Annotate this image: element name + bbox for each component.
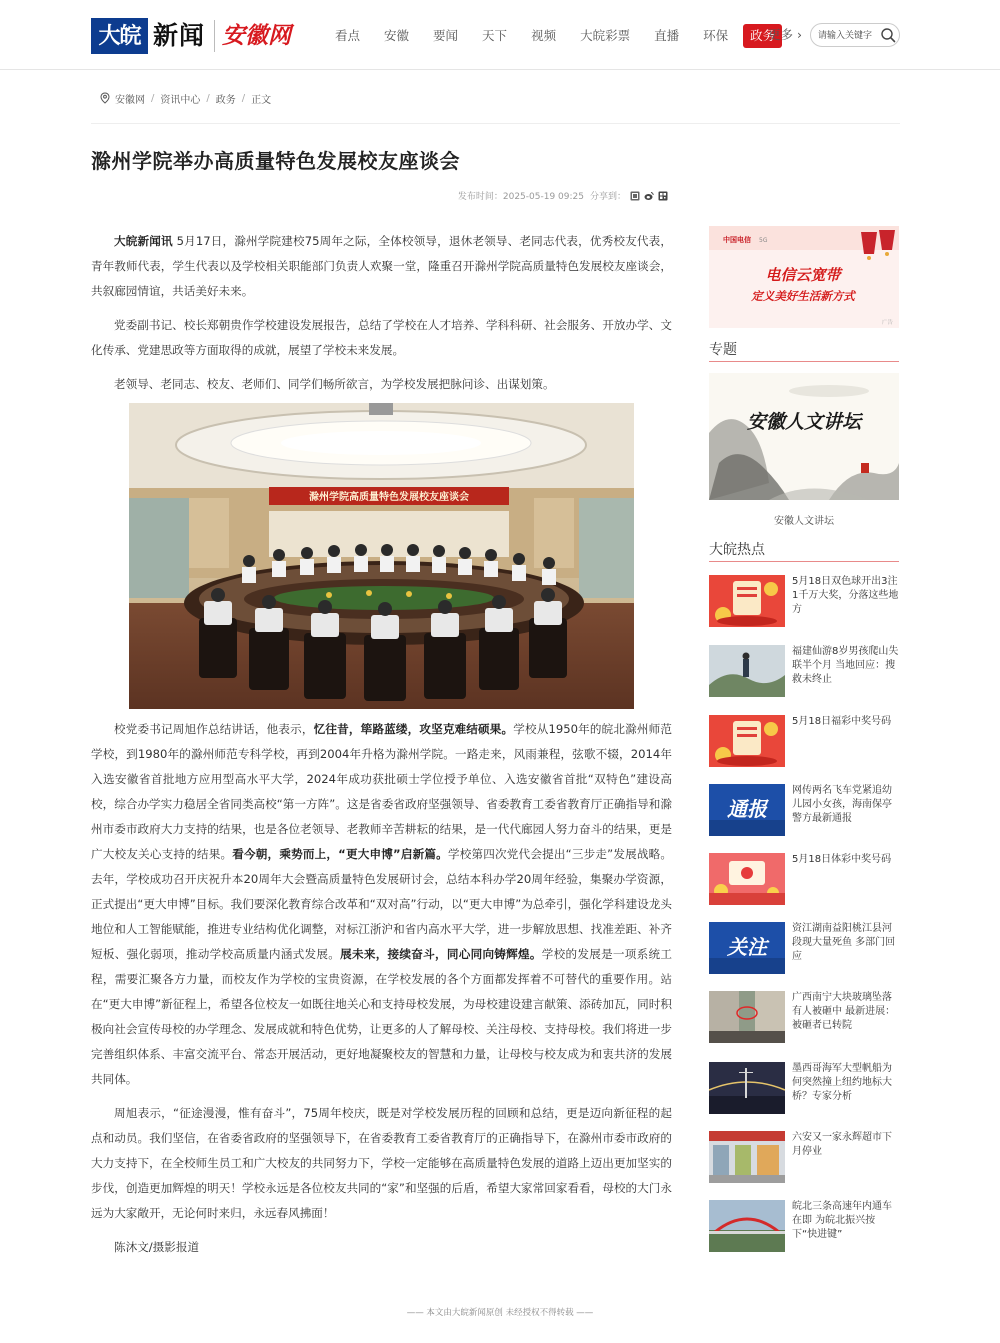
hot-list-item[interactable] [709, 715, 899, 767]
search-box[interactable] [810, 23, 900, 47]
hot-list-item[interactable] [709, 1062, 899, 1114]
article-lead: 大皖新闻讯 [114, 234, 173, 248]
hot-item-title[interactable]: 资江湖南益阳桃江县河段现大量死鱼 多部门回应 [792, 923, 896, 962]
topic-section-title: 专题 [709, 342, 737, 358]
breadcrumb-news-center[interactable]: 资讯中心 [160, 94, 201, 106]
sidebar-ad-banner[interactable] [709, 226, 899, 328]
photo-banner-text: 滁州学院高质量特色发展校友座谈会 [309, 492, 469, 503]
hot-item-title[interactable]: 广西南宁大块玻璃坠落有人被砸中 最新进展：被砸者已转院 [792, 992, 896, 1031]
nav-item[interactable]: 天下 [482, 28, 508, 43]
logo-news[interactable]: 新闻 [153, 21, 206, 50]
hot-item-thumbnail[interactable] [709, 715, 785, 767]
hot-item-thumbnail[interactable] [709, 1200, 785, 1252]
nav-item[interactable]: 要闻 [433, 28, 459, 43]
hot-item-title[interactable]: 墨西哥海军大型帆船为何突然撞上纽约地标大桥？专家分析 [792, 1063, 892, 1102]
hot-item-title[interactable]: 5月18日双色球开出3注1千万大奖，分落这些地方 [792, 576, 899, 615]
hot-list-item[interactable] [709, 922, 899, 974]
article-body [91, 229, 672, 406]
nav-item[interactable]: 大皖彩票 [580, 28, 631, 43]
site-header [0, 0, 1000, 70]
topic-caption[interactable]: 安徽人文讲坛 [774, 516, 834, 527]
nav-item[interactable]: 安徽 [384, 28, 410, 43]
hot-list-item[interactable] [709, 991, 899, 1043]
hot-list-item[interactable] [709, 853, 899, 905]
hot-item-thumbnail[interactable] [709, 645, 785, 697]
share-label: 分享到： [589, 192, 626, 202]
hot-item-thumbnail[interactable] [709, 853, 785, 905]
logo-dawan[interactable]: 大皖 [91, 18, 148, 54]
hot-item-thumbnail[interactable] [709, 991, 785, 1043]
search-input[interactable] [818, 28, 882, 43]
breadcrumb-home[interactable]: 安徽网 [115, 94, 145, 106]
article-body-continued [91, 717, 672, 1269]
article-paragraph: 党委副书记、校长郑朝贵作学校建设发展报告，总结了学校在人才培养、学科科研、社会服务、开放办学、文化传承、党建思政等方面取得的成就，展望了学校未来发展。 [91, 318, 672, 357]
ad-5g-text: 5G [759, 237, 768, 244]
ad-line1: 电信云宽带 [765, 266, 841, 284]
breadcrumb-separator: / [206, 92, 210, 104]
breadcrumb-government[interactable]: 政务 [215, 94, 236, 106]
topic-section-rule [709, 361, 899, 362]
hot-item-title[interactable]: 福建仙游8岁男孩爬山失联半个月 当地回应：搜救未终止 [792, 646, 899, 685]
hot-item-title[interactable]: 皖北三条高速年内通车在即 为皖北振兴按下“快进键” [792, 1201, 892, 1240]
breadcrumb-separator: / [241, 92, 246, 104]
logo-divider [214, 20, 215, 52]
article-title: 滁州学院举办高质量特色发展校友座谈会 [91, 149, 460, 173]
hot-list-item[interactable] [709, 575, 899, 627]
hot-section-rule [709, 561, 899, 562]
breadcrumb-separator: / [151, 92, 155, 104]
publish-time: 发布时间：2025-05-19 09:25 [457, 192, 584, 202]
ad-line2: 定义美好生活新方式 [751, 289, 855, 303]
hot-list-item[interactable] [709, 1131, 899, 1183]
location-pin-icon [100, 92, 110, 104]
breadcrumb-divider [91, 123, 900, 124]
nav-item[interactable]: 直播 [654, 28, 680, 43]
hot-item-thumb-label: 通报 [727, 797, 767, 821]
ad-brand-text: 中国电信 [723, 236, 751, 244]
nav-item[interactable]: 看点 [335, 28, 361, 43]
ink-landscape-image [709, 373, 899, 500]
hot-item-thumbnail[interactable] [709, 1062, 785, 1114]
nav-item[interactable]: 环保 [703, 28, 729, 43]
nav-item[interactable]: 政务 [743, 24, 782, 48]
hot-item-thumbnail[interactable] [709, 1131, 785, 1183]
article-meta [458, 189, 668, 202]
telecom-ad-image [709, 226, 899, 328]
article-byline: 陈沐文/摄影报道 [114, 1240, 200, 1254]
hot-item-title[interactable]: 5月18日福彩中奖号码 [792, 716, 892, 727]
hot-item-thumbnail[interactable] [709, 784, 785, 836]
hot-item-title[interactable]: 5月18日体彩中奖号码 [792, 854, 892, 865]
share-wechat-icon[interactable] [658, 191, 668, 201]
meeting-room-image [129, 403, 634, 709]
main-nav [326, 24, 788, 48]
article-photo [129, 403, 634, 709]
nav-more-link[interactable]: 更多 › [768, 27, 802, 42]
share-weibo-icon[interactable] [644, 191, 654, 201]
topic-art-text: 安徽人文讲坛 [746, 411, 862, 433]
hot-list-item[interactable] [709, 784, 899, 836]
hot-list-item[interactable] [709, 645, 899, 697]
article-paragraph: 校党委书记周旭作总结讲话，他表示，忆往昔，筚路蓝缕，攻坚克难结硕果。学校从1950年的皖北滁州师范学校，到1980年的滁州师范专科学校，再到2004年升格为滁州学院。一路走来，风雨兼程，弦歌不辍，2014年入选安徽省首批地方应用型高水平大学，2024年成功获批硕士学位授予单位、入选安徽省首批“双特色”建设高校，综合办学实力稳居全省同类高校“第一方阵”。这是省委省政府坚强领导、省委教育工委省教育厅正确指导和滁州市委市政府大力支持的结果，也是各位老领导、老教师辛苦耕耘的结果，是一代代廊园人努力奋斗的结果，更是广大校友关心支持的结果。看今朝，乘势而上，“更大申博”启新篇。学校第四次党代会提出“三步走”发展战略。去年，学校成功召开庆祝升本20周年大会暨高质量特色发展研讨会，总结本科办学20周年经验，集聚办学资源，正式提出“更大申博”目标。我们要深化教育综合改革和“双对高”行动，以“更大申博”为总牵引，强化学科建设龙头地位和人工智能赋能，推进专业结构优化调整，对标江浙沪和省内高水平大学，进一步解放思想、找准差距、补齐短板、强化弱项，推动学校高质量内涵式发展。展未来，接续奋斗，同心同向铸辉煌。学校的发展是一项系统工程，需要汇聚各方力量，而校友作为学校的宝贵资源，在学校发展的各个方面都发挥着不可替代的重要作用。站在“更大申博”新征程上，希望各位校友一如既往地关心和支持母校发展，为母校建设建言献策、添砖加瓦，同时积极向社会宣传母校的办学理念、发展成就和特色优势，让更多的人了解母校、关注母校、支持母校。我们将进一步完善组织体系、丰富交流平台、常态开展活动，更好地凝聚校友的智慧和力量，让母校与校友成为和衷共济的发展共同体。 [91, 722, 672, 1086]
hot-item-thumbnail[interactable] [709, 575, 785, 627]
breadcrumb-current: 正文 [251, 94, 272, 106]
search-icon[interactable] [880, 27, 896, 43]
share-qzone-icon[interactable] [630, 191, 640, 201]
article-paragraph: 周旭表示，“征途漫漫，惟有奋斗”，75周年校庆，既是对学校发展历程的回顾和总结，更是迈向新征程的起点和动员。我们坚信，在省委省政府的坚强领导下，在省委教育工委省教育厅的正确指导下，在滁州市委市政府的大力支持下，在全校师生员工和广大校友的共同努力下，学校一定能够在高质量特色发展的道路上迈出更加坚实的步伐，创造更加辉煌的明天！学校永远是各位校友共同的“家”和坚强的后盾，希望大家常回家看看，母校的大门永远为大家敞开，无论何时来归，永远春风拂面！ [91, 1106, 672, 1220]
topic-banner[interactable] [709, 373, 899, 500]
ad-badge: 广告 [881, 320, 893, 326]
copyright-note: —— 本文由大皖新闻原创 未经授权不得转载 —— [406, 1308, 594, 1318]
hot-item-thumb-label: 关注 [727, 935, 767, 959]
hot-item-thumbnail[interactable] [709, 922, 785, 974]
nav-item[interactable]: 视频 [531, 28, 557, 43]
hot-item-title[interactable]: 六安又一家永辉超市下月停业 [792, 1132, 892, 1157]
logo-anhui-net[interactable]: 安徽网 [222, 22, 291, 49]
article-paragraph: 老领导、老同志、校友、老师们、同学们畅所欲言，为学校发展把脉问诊、出谋划策。 [114, 377, 555, 391]
breadcrumb [100, 90, 271, 106]
hot-section-title: 大皖热点 [709, 542, 765, 558]
hot-item-title[interactable]: 网传两名飞车党紧追幼儿园小女孩，海南保亭警方最新通报 [792, 785, 892, 824]
article-paragraph: 大皖新闻讯 5月17日，滁州学院建校75周年之际，全体校领导，退休老领导、老同志代表，优秀校友代表，青年教师代表，学生代表以及学校相关职能部门负责人欢聚一堂，隆重召开滁州学院高质量特色发展校友座谈会，共叙廊园情谊，共话美好未来。 [91, 234, 672, 298]
hot-list-item[interactable] [709, 1200, 899, 1252]
